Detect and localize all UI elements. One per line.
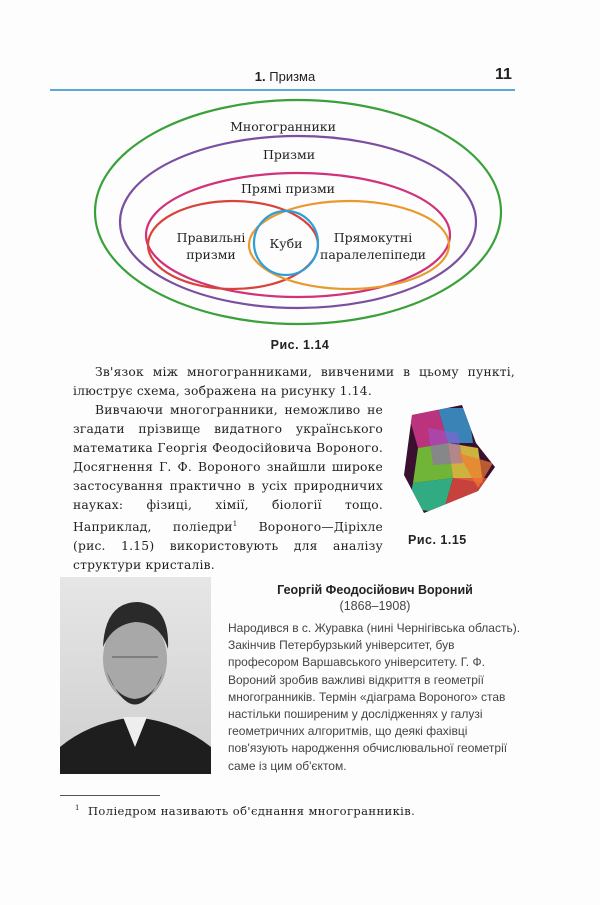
bio-name: Георгій Феодосійович Вороний (277, 583, 473, 597)
footnote (75, 804, 415, 818)
label-right-prisms: Прямі призми (240, 181, 336, 196)
footnote-mark: 1 (75, 804, 80, 813)
label-regular-2: призми (186, 247, 236, 262)
paragraph-2: Вивчаючи многогранники, неможливо не згадати прізвище видатного українського математика Георгія Феодосійовича Вороного. Досягнення Г. Ф. Вороного знайшли широке застосування практично в усіх природничих науках: фізиці, хімії, біології тощо. Наприклад, поліедри$^1$ Вороного—Діріхле (рис. 1.15) використовують для аналізу структури кристалів. (73, 403, 383, 573)
voronoi-portrait-photo (60, 577, 211, 774)
bio-years: (1868–1908) (339, 599, 411, 613)
page-number: 11 (495, 66, 512, 83)
label-regular-1: Правильні (176, 230, 246, 245)
chapter-title: Призма (269, 69, 316, 84)
polyhedra-euler-diagram (0, 0, 600, 340)
footnote-ref: 1 (232, 520, 238, 528)
label-polyhedra: Многогранники (230, 119, 336, 134)
label-cubes: Куби (269, 236, 303, 251)
label-prisms: Призми (262, 147, 316, 162)
figure-caption-1-15: Рис. 1.15 (408, 533, 467, 547)
chapter-number: 1. (254, 69, 266, 84)
voronoi-polyhedron-image (398, 403, 498, 518)
footnote-rule (60, 795, 160, 796)
paragraph-1: Зв'язок між многогранниками, вивченими в цьому пункті, ілюструє схема, зображена на рисунку 1.14. (73, 365, 515, 398)
figure-caption-1-14: Рис. 1.14 (270, 338, 330, 352)
bio-text: Народився в с. Журавка (нині Чернігівська область). Закінчив Петербурзький університет, був професором Варшавського університету. Г. Ф. Вороний зробив важливі відкриття в геометрії многогранників. Термін «діаграма Вороного» став настільки поширеним у дослідженнях у галузі геометричних алгоритмів, що деякі фахівці пов'язують народження обчислювальної геометрії саме із цим об'єктом. (228, 621, 521, 773)
label-cuboids-2: паралелепіпеди (320, 247, 426, 262)
footnote-text: Поліедром називають об'єднання многогранників. (87, 804, 416, 818)
label-cuboids-1: Прямокутні (333, 230, 413, 245)
